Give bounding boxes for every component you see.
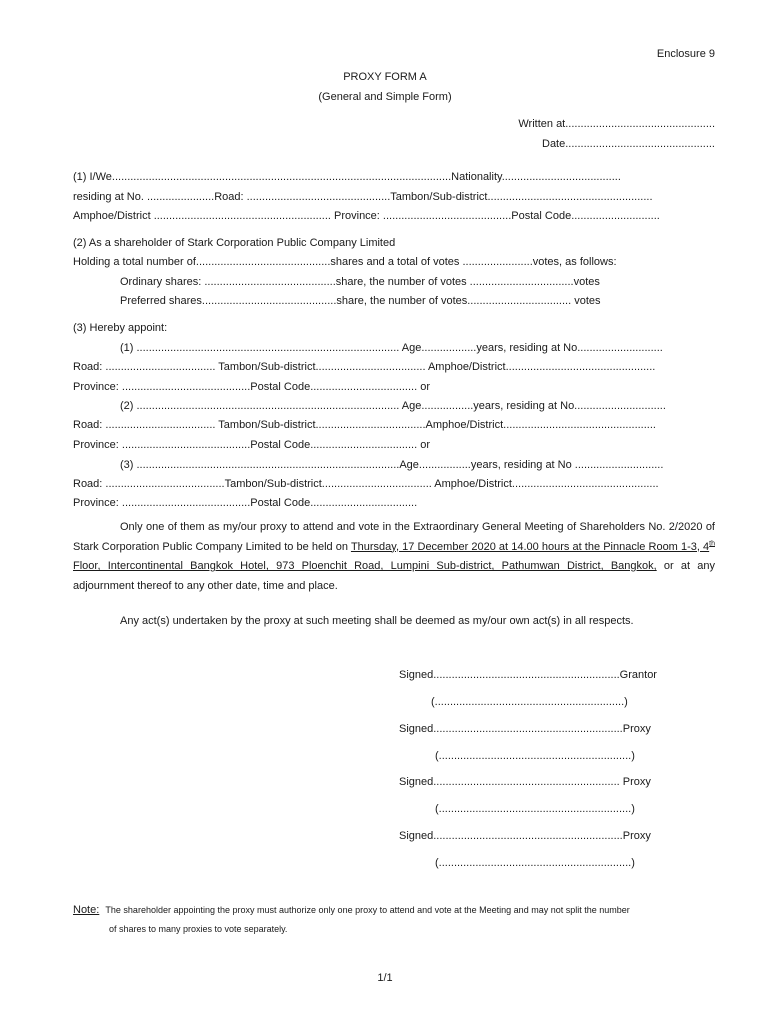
page-number: 1/1 xyxy=(377,972,393,984)
proxy2-signature-line: Signed............................................................. Proxy xyxy=(399,776,651,788)
ordinary-shares-line: Ordinary shares: ...........................................share, the number of votes ..................................votes xyxy=(120,276,600,288)
note-label: Note: xyxy=(73,904,100,916)
proxy3-line-b: Road: .......................................Tambon/Sub-district.................................... Amphoe/District................................................ xyxy=(73,478,659,490)
note xyxy=(73,903,630,917)
proxy2-name-line: (...............................................................) xyxy=(435,803,635,815)
form-title: PROXY FORM A xyxy=(343,71,427,83)
floor-superscript: th xyxy=(709,539,715,547)
section1-line1: (1) I/We...............................................................................................................Nationality....................................... xyxy=(73,171,621,183)
meeting-details-a: Thursday, 17 December 2020 at 14.00 hours at the Pinnacle Room 1-3, 4 xyxy=(350,540,710,553)
note-text-line2: of shares to many proxies to vote separately. xyxy=(109,924,288,934)
section1-line2: residing at No. ......................Road: ...............................................Tambon/Sub-district...................................................... xyxy=(73,191,653,203)
form-subtitle: (General and Simple Form) xyxy=(318,91,452,103)
proxy3-signature-line: Signed..............................................................Proxy xyxy=(399,830,651,842)
meeting-details-b: Floor, Intercontinental Bangkok Hotel, 973 Ploenchit Road, Lumpini Sub-district, Pathumwan District, Bangkok, xyxy=(73,560,657,572)
date-field: Date................................................. xyxy=(542,138,715,150)
proxy1-line-c: Province: ..........................................Postal Code................................... or xyxy=(73,381,430,393)
proxy2-line-b: Road: .................................... Tambon/Sub-district....................................Amphoe/District.................................................. xyxy=(73,419,656,431)
proxy2-line-c: Province: ..........................................Postal Code................................... or xyxy=(73,439,430,451)
proxy1-line-a: (1) ...................................................................................... Age..................years, residing at No............................ xyxy=(120,342,663,354)
section2-heading: (2) As a shareholder of Stark Corporation Public Company Limited xyxy=(73,237,396,249)
proxy2-line-a: (2) ...................................................................................... Age.................years, residing at No.............................. xyxy=(120,400,666,412)
meeting-paragraph-end: or at any adjournment thereof to any other date, time and place. xyxy=(73,560,715,592)
proxy3-line-c: Province: ..........................................Postal Code................................... xyxy=(73,497,418,509)
grantor-name-line: (..............................................................) xyxy=(431,696,628,708)
meeting-paragraph-text: Only one of them as my/our proxy to attend and vote in the Extraordinary General Meeting of Shareholders No. 2/2020 of Stark Corporation Public Company Limited to be held on xyxy=(73,521,715,553)
proxy3-name-line: (...............................................................) xyxy=(435,857,635,869)
proxy1-line-b: Road: .................................... Tambon/Sub-district.................................... Amphoe/District................................................. xyxy=(73,361,656,373)
section3-heading: (3) Hereby appoint: xyxy=(73,322,168,334)
grantor-signature-line: Signed.............................................................Grantor xyxy=(399,669,657,681)
enclosure-label: Enclosure 9 xyxy=(656,48,715,60)
proxy1-signature-line: Signed..............................................................Proxy xyxy=(399,723,651,735)
note-text-line1: The shareholder appointing the proxy must authorize only one proxy to attend and vote at the Meeting and may not split the number xyxy=(105,905,630,915)
section2-line1: Holding a total number of............................................shares and a total of votes .......................votes, as follows: xyxy=(73,256,617,268)
meeting-paragraph xyxy=(73,518,715,596)
written-at-field: Written at................................................. xyxy=(518,118,715,130)
proxy3-line-a: (3) ......................................................................................Age.................years, residing at No ............................. xyxy=(120,459,664,471)
preferred-shares-line: Preferred shares............................................share, the number of votes.................................. votes xyxy=(120,295,601,307)
section1-line3: Amphoe/District .......................................................... Province: ..........................................Postal Code............................. xyxy=(73,210,660,222)
proxy1-name-line: (...............................................................) xyxy=(435,750,635,762)
acts-statement: Any act(s) undertaken by the proxy at such meeting shall be deemed as my/our own act(s) in all respects. xyxy=(120,615,634,627)
